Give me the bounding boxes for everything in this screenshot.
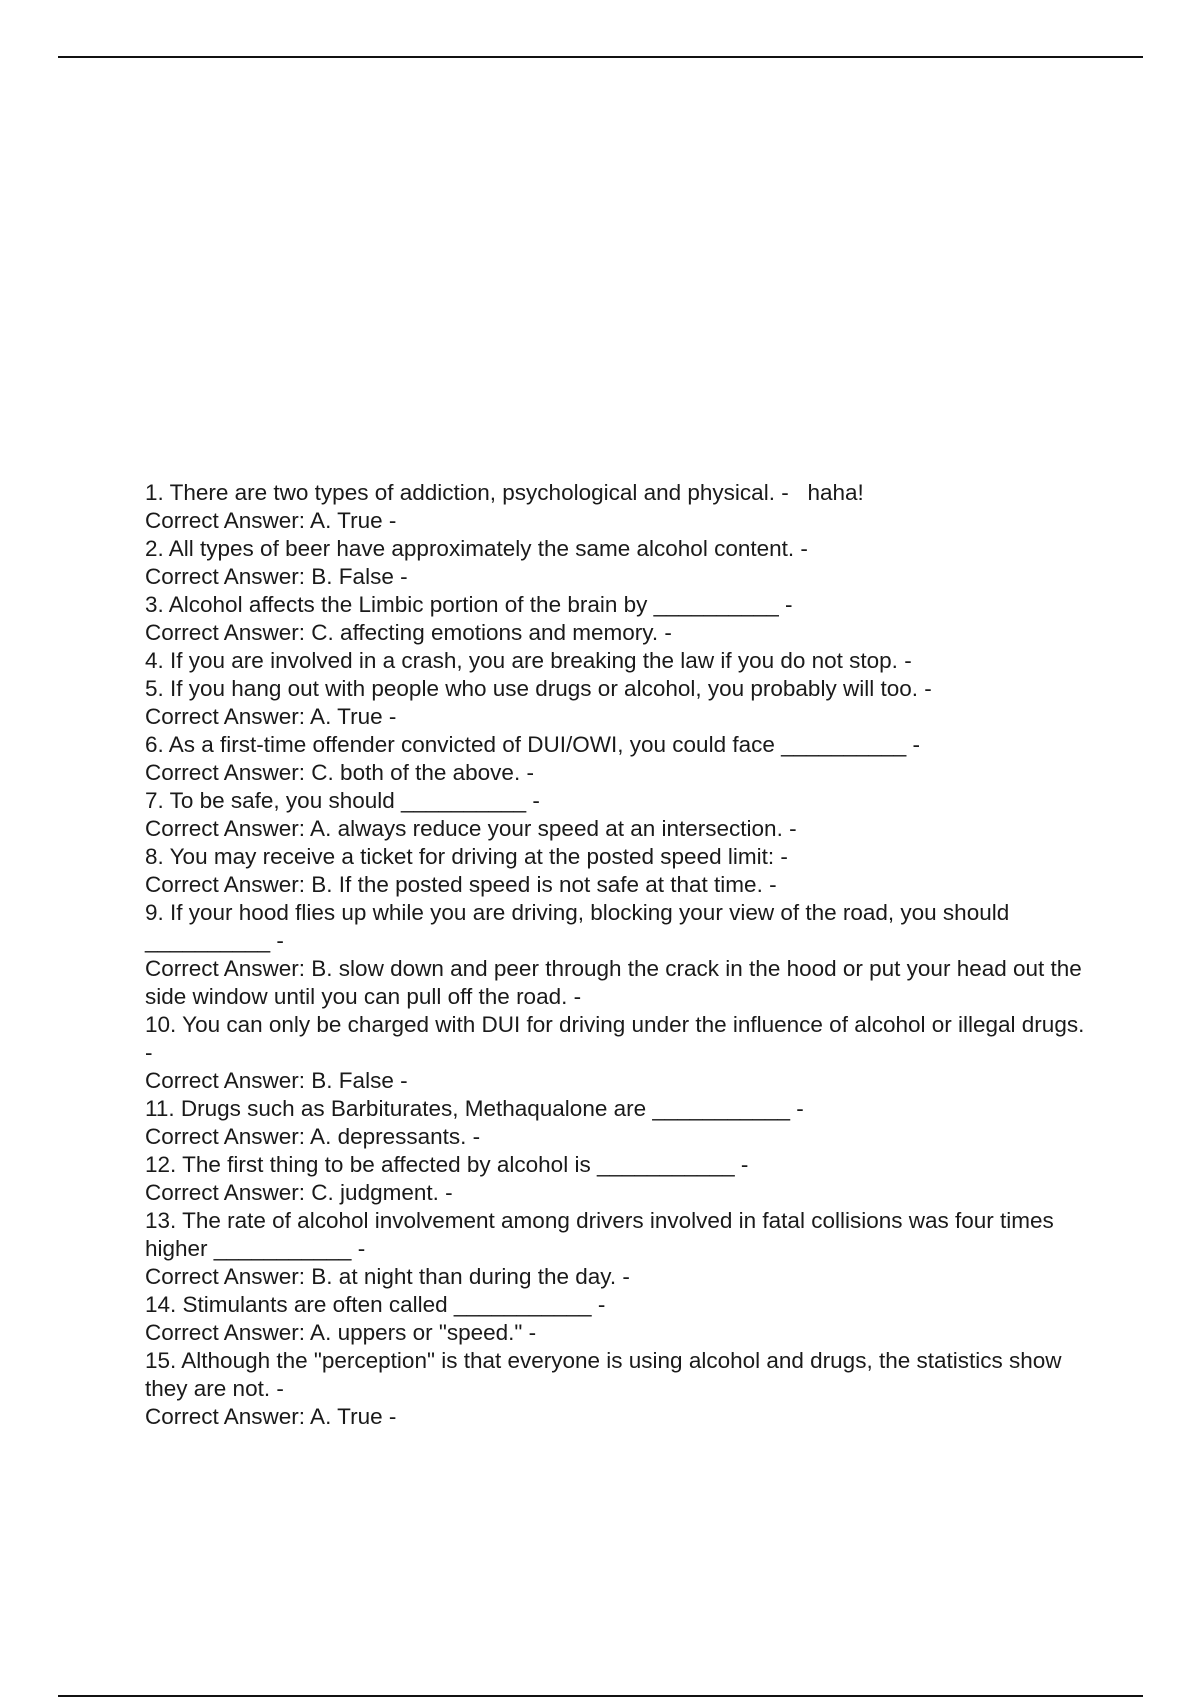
question-text: 3. Alcohol affects the Limbic portion of the brain by __________ - <box>145 592 793 617</box>
qa-item <box>145 899 1090 1011</box>
question-text: 9. If your hood flies up while you are driving, blocking your view of the road, you should __________ - <box>145 900 1016 953</box>
question-text: 13. The rate of alcohol involvement among drivers involved in fatal collisions was four times higher ___________ - <box>145 1208 1061 1261</box>
qa-item <box>145 1207 1090 1291</box>
question-text: 8. You may receive a ticket for driving at the posted speed limit: - <box>145 844 788 869</box>
question-text: 10. You can only be charged with DUI for driving under the influence of alcohol or illegal drugs. - <box>145 1012 1091 1065</box>
qa-item <box>145 1151 1090 1207</box>
answer-text: Correct Answer: B. False - <box>145 1068 408 1093</box>
bottom-rule <box>58 1695 1143 1697</box>
answer-text: Correct Answer: B. at night than during the day. - <box>145 1264 630 1289</box>
qa-item <box>145 1291 1090 1347</box>
question-text: 15. Although the "perception" is that everyone is using alcohol and drugs, the statistics show they are not. - <box>145 1348 1068 1401</box>
qa-item <box>145 1347 1090 1431</box>
answer-text: Correct Answer: A. True - <box>145 704 397 729</box>
question-text: 6. As a first-time offender convicted of DUI/OWI, you could face __________ - <box>145 732 920 757</box>
qa-list <box>145 479 1090 1431</box>
question-text: 12. The first thing to be affected by alcohol is ___________ - <box>145 1152 749 1177</box>
answer-text: Correct Answer: B. If the posted speed is not safe at that time. - <box>145 872 777 897</box>
qa-item <box>145 1095 1090 1151</box>
qa-item <box>145 731 1090 787</box>
qa-item <box>145 787 1090 843</box>
answer-text: Correct Answer: C. affecting emotions and memory. - <box>145 620 672 645</box>
qa-item <box>145 535 1090 591</box>
answer-text: Correct Answer: A. depressants. - <box>145 1124 481 1149</box>
qa-item <box>145 675 1090 731</box>
answer-text: Correct Answer: A. always reduce your speed at an intersection. - <box>145 816 797 841</box>
qa-item <box>145 843 1090 899</box>
qa-item <box>145 591 1090 647</box>
answer-text: Correct Answer: A. True - <box>145 508 397 533</box>
question-text: 14. Stimulants are often called ___________ - <box>145 1292 606 1317</box>
qa-item <box>145 647 1090 675</box>
answer-text: Correct Answer: C. both of the above. - <box>145 760 534 785</box>
question-text: 5. If you hang out with people who use drugs or alcohol, you probably will too. - <box>145 676 932 701</box>
question-text: 7. To be safe, you should __________ - <box>145 788 540 813</box>
answer-text: Correct Answer: A. True - <box>145 1404 397 1429</box>
question-text: 1. There are two types of addiction, psychological and physical. - haha! <box>145 480 864 505</box>
question-text: 2. All types of beer have approximately the same alcohol content. - <box>145 536 808 561</box>
answer-text: Correct Answer: A. uppers or "speed." - <box>145 1320 537 1345</box>
answer-text: Correct Answer: B. slow down and peer through the crack in the hood or put your head out the side window until you can pull off the road. - <box>145 956 1089 1009</box>
question-text: 11. Drugs such as Barbiturates, Methaqualone are ___________ - <box>145 1096 804 1121</box>
question-text: 4. If you are involved in a crash, you are breaking the law if you do not stop. - <box>145 648 912 673</box>
qa-item <box>145 1011 1090 1095</box>
answer-text: Correct Answer: C. judgment. - <box>145 1180 453 1205</box>
top-rule <box>58 56 1143 58</box>
answer-text: Correct Answer: B. False - <box>145 564 408 589</box>
qa-item <box>145 479 1090 535</box>
